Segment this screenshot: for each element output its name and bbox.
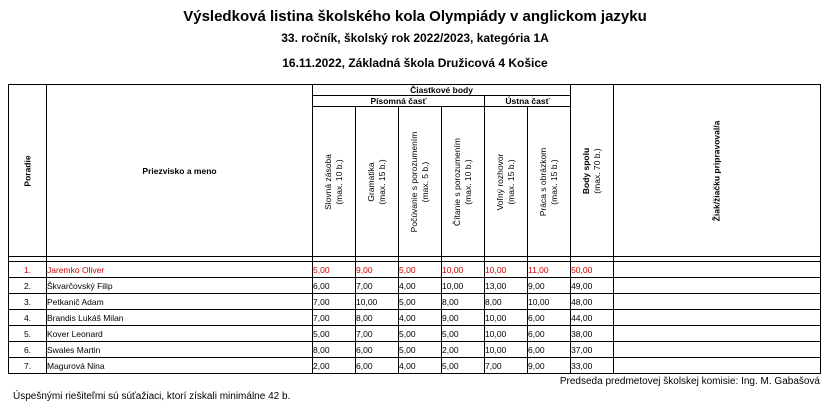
score-gramatika-cell: 6,00 <box>356 358 399 374</box>
score-citanie-cell: 5,00 <box>442 326 485 342</box>
score-slovna-cell: 5,00 <box>313 326 356 342</box>
header-pocuvanie: Počúvanie s porozumením (max. 5 b.) <box>399 107 442 257</box>
score-slovna-cell: 2,00 <box>313 358 356 374</box>
name-cell: Swales Martin <box>47 342 313 358</box>
table-row <box>9 358 821 374</box>
rank-cell: 3. <box>9 294 47 310</box>
score-gramatika-cell: 10,00 <box>356 294 399 310</box>
teacher-cell <box>614 326 821 342</box>
header-pisomna: Písomná časť <box>313 96 485 107</box>
header-obrazok: Práca s obrázkom (max. 15 b.) <box>528 107 571 257</box>
table-row <box>9 310 821 326</box>
header-ziak: Žiak/žiačku pripravoval/a <box>614 85 821 257</box>
rank-cell: 6. <box>9 342 47 358</box>
score-slovna-cell: 8,00 <box>313 342 356 358</box>
score-slovna-cell: 7,00 <box>313 310 356 326</box>
score-pocuvanie-cell: 4,00 <box>399 358 442 374</box>
score-obrazok-cell: 9,00 <box>528 358 571 374</box>
name-cell: Jaremko Oliver <box>47 262 313 278</box>
header-name: Priezvisko a meno <box>47 85 313 257</box>
name-cell: Kover Leonard <box>47 326 313 342</box>
score-gramatika-cell: 6,00 <box>356 342 399 358</box>
score-citanie-cell: 10,00 <box>442 278 485 294</box>
score-obrazok-cell: 6,00 <box>528 342 571 358</box>
header-poradie: Poradie <box>9 85 47 257</box>
teacher-cell <box>614 262 821 278</box>
header-ciastkove: Čiastkové body <box>313 85 571 96</box>
score-citanie-cell: 9,00 <box>442 310 485 326</box>
header-ustna: Ústna časť <box>485 96 571 107</box>
score-rozhovor-cell: 10,00 <box>485 342 528 358</box>
results-table <box>8 84 821 374</box>
name-cell: Brandis Lukáš Milan <box>47 310 313 326</box>
total-cell: 37,00 <box>571 342 614 358</box>
table-row <box>9 278 821 294</box>
table-row <box>9 342 821 358</box>
score-pocuvanie-cell: 5,00 <box>399 342 442 358</box>
score-obrazok-cell: 6,00 <box>528 326 571 342</box>
name-cell: Petkanič Adam <box>47 294 313 310</box>
score-pocuvanie-cell: 5,00 <box>399 294 442 310</box>
table-row <box>9 262 821 278</box>
table-row <box>9 294 821 310</box>
score-gramatika-cell: 8,00 <box>356 310 399 326</box>
header-rozhovor: Voľný rozhovor (max. 15 b.) <box>485 107 528 257</box>
score-slovna-cell: 5,00 <box>313 262 356 278</box>
score-pocuvanie-cell: 4,00 <box>399 310 442 326</box>
name-cell: Magurová Nina <box>47 358 313 374</box>
header-citanie: Čítanie s porozumením (max. 10 b.) <box>442 107 485 257</box>
name-cell: Škvarčovský Filip <box>47 278 313 294</box>
score-rozhovor-cell: 7,00 <box>485 358 528 374</box>
table-row <box>9 326 821 342</box>
rank-cell: 5. <box>9 326 47 342</box>
teacher-cell <box>614 294 821 310</box>
header-slovna: Slovná zásoba (max. 10 b.) <box>313 107 356 257</box>
teacher-cell <box>614 310 821 326</box>
total-cell: 49,00 <box>571 278 614 294</box>
rank-cell: 4. <box>9 310 47 326</box>
score-obrazok-cell: 9,00 <box>528 278 571 294</box>
results-rows <box>9 262 821 374</box>
score-obrazok-cell: 6,00 <box>528 310 571 326</box>
document-date-place: 16.11.2022, Základná škola Družicová 4 Košice <box>282 56 548 70</box>
commission-chair: Predseda predmetovej školskej komisie: Ing. M. Gabašová <box>559 376 820 387</box>
score-obrazok-cell: 10,00 <box>528 294 571 310</box>
score-pocuvanie-cell: 5,00 <box>399 262 442 278</box>
score-pocuvanie-cell: 4,00 <box>399 278 442 294</box>
score-gramatika-cell: 9,00 <box>356 262 399 278</box>
score-pocuvanie-cell: 5,00 <box>399 326 442 342</box>
total-cell: 48,00 <box>571 294 614 310</box>
total-cell: 44,00 <box>571 310 614 326</box>
score-slovna-cell: 6,00 <box>313 278 356 294</box>
score-slovna-cell: 7,00 <box>313 294 356 310</box>
total-cell: 50,00 <box>571 262 614 278</box>
success-note: Úspešnými riešiteľmi sú súťažiaci, ktorí získali minimálne 42 b. <box>13 391 291 402</box>
score-obrazok-cell: 11,00 <box>528 262 571 278</box>
score-rozhovor-cell: 8,00 <box>485 294 528 310</box>
score-citanie-cell: 5,00 <box>442 358 485 374</box>
total-cell: 38,00 <box>571 326 614 342</box>
score-rozhovor-cell: 10,00 <box>485 326 528 342</box>
total-cell: 33,00 <box>571 358 614 374</box>
teacher-cell <box>614 358 821 374</box>
score-citanie-cell: 10,00 <box>442 262 485 278</box>
score-citanie-cell: 8,00 <box>442 294 485 310</box>
teacher-cell <box>614 278 821 294</box>
score-rozhovor-cell: 10,00 <box>485 310 528 326</box>
score-rozhovor-cell: 10,00 <box>485 262 528 278</box>
header-gramatika: Gramatika (max. 15 b.) <box>356 107 399 257</box>
score-citanie-cell: 2,00 <box>442 342 485 358</box>
rank-cell: 1. <box>9 262 47 278</box>
document-subtitle: 33. ročník, školský rok 2022/2023, kategória 1A <box>281 31 549 45</box>
score-gramatika-cell: 7,00 <box>356 278 399 294</box>
document-title: Výsledková listina školského kola Olympiády v anglickom jazyku <box>183 8 647 25</box>
score-gramatika-cell: 7,00 <box>356 326 399 342</box>
header-spolu: Body spolu (max. 70 b.) <box>571 85 614 257</box>
rank-cell: 2. <box>9 278 47 294</box>
rank-cell: 7. <box>9 358 47 374</box>
score-rozhovor-cell: 13,00 <box>485 278 528 294</box>
teacher-cell <box>614 342 821 358</box>
